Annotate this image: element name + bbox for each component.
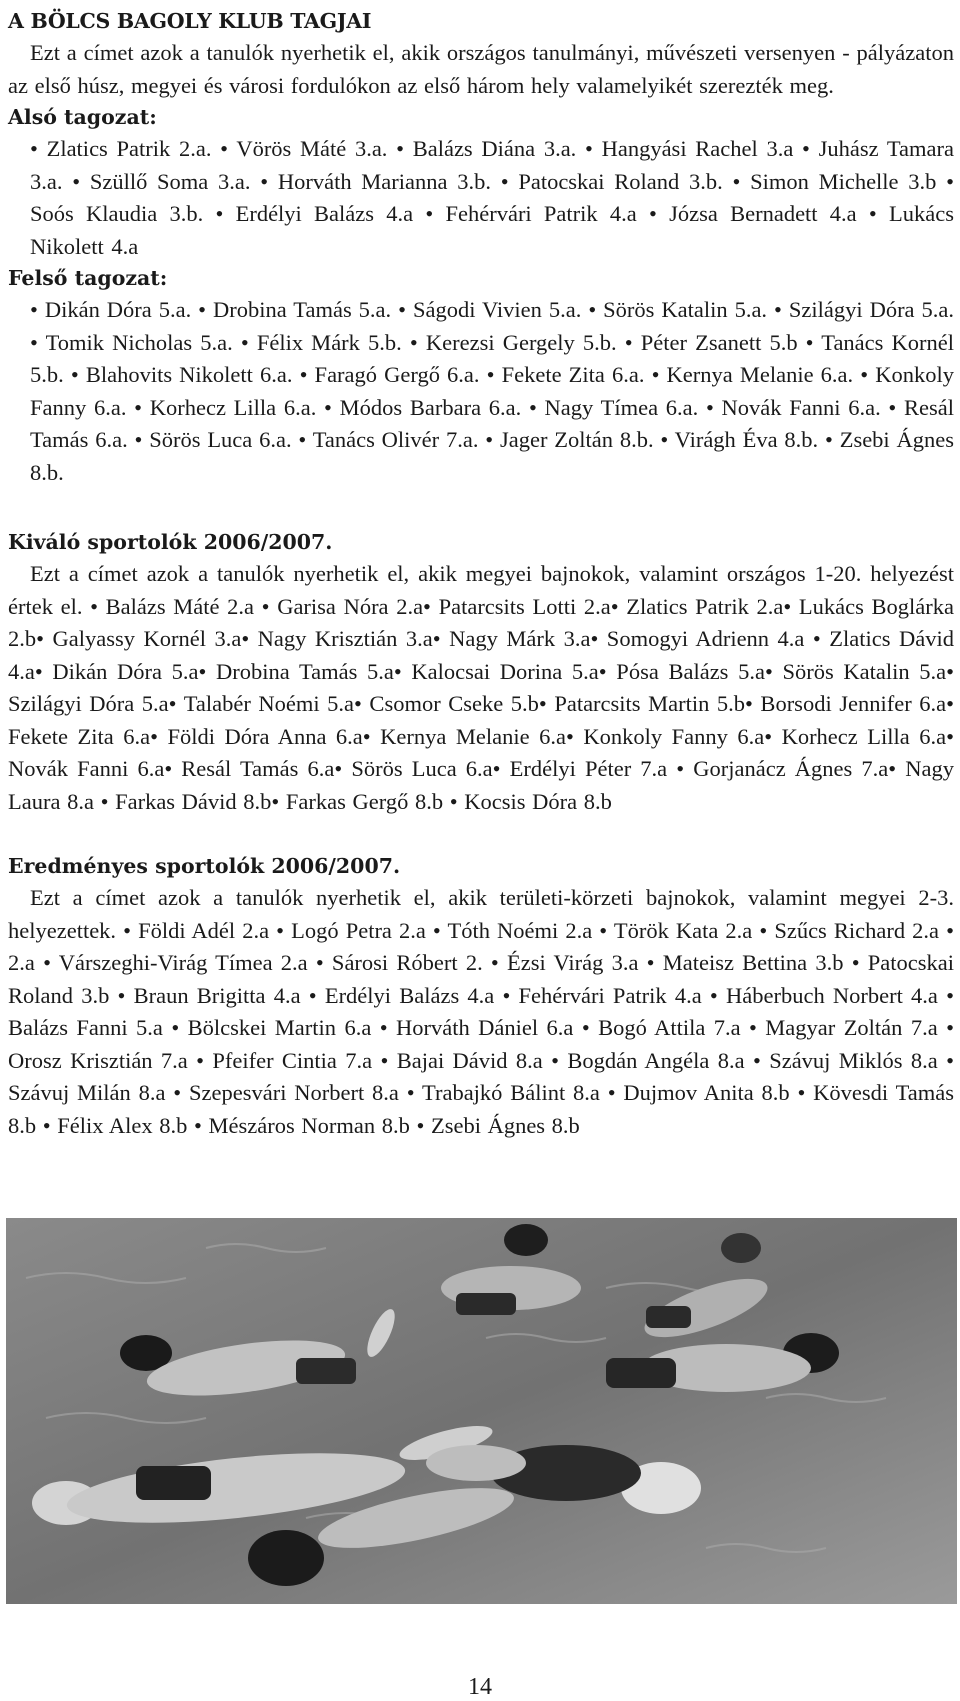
club-intro: Ezt a címet azok a tanulók nyerhetik el, akik országos tanulmányi, művészeti versenyen - pályázaton az első húsz, megyei és városi fordulókon az első három hely valamelyikét szerezték meg. <box>8 40 954 98</box>
section-spacer <box>8 818 954 851</box>
lower-grade-heading: Alsó tagozat: <box>8 105 157 129</box>
document-page <box>8 6 954 1142</box>
swimming-pool-photo <box>6 1218 957 1604</box>
section-spacer <box>8 489 954 527</box>
upper-grade-members: • Dikán Dóra 5.a. • Drobina Tamás 5.a. • Ságodi Vivien 5.a. • Sörös Katalin 5.a. • Szilágyi Dóra 5.a. • Tomik Nicholas 5.a. • Félix Márk 5.b. • Kerezsi Gergely 5.b. • Péter Zsanett 5.b • Tanács Kornél 5.b. • Blahovits Nikolett 6.a. • Faragó Gergő 6.a. • Fekete Zita 6.a. • Kernya Melanie 6.a. • Konkoly Fanny 6.a. • Korhecz Lilla 6.a. • Módos Barbara 6.a. • Nagy Tímea 6.a. • Novák Fanni 6.a. • Resál Tamás 6.a. • Sörös Luca 6.a. • Tanács Olivér 7.a. • Jager Zoltán 8.b. • Virágh Éva 8.b. • Zsebi Ágnes 8.b. <box>30 297 954 485</box>
club-title: A BÖLCS BAGOLY KLUB TAGJAI <box>8 9 372 33</box>
excellent-athletes-text: Ezt a címet azok a tanulók nyerhetik el, akik megyei bajnokok, valamint országos 1-20. helyezést értek el. • Balázs Máté 2.a • Garisa Nóra 2.a• Patarcsits Lotti 2.a• Zlatics Patrik 2.a• Lukács Boglárka 2.b• Galyassy Kornél 3.a• Nagy Krisztián 3.a• Nagy Márk 3.a• Somogyi Adrienn 4.a • Zlatics Dávid 4.a• Dikán Dóra 5.a• Drobina Tamás 5.a• Kalocsai Dorina 5.a• Pósa Balázs 5.a• Sörös Katalin 5.a• Szilágyi Dóra 5.a• Talabér Noémi 5.a• Csomor Cseke 5.b• Patarcsits Martin 5.b• Borsodi Jennifer 6.a• Fekete Zita 6.a• Földi Dóra Anna 6.a• Kernya Melanie 6.a• Konkoly Fanny 6.a• Korhecz Lilla 6.a• Novák Fanni 6.a• Resál Tamás 6.a• Sörös Luca 6.a• Erdélyi Péter 7.a • Gorjanácz Ágnes 7.a• Nagy Laura 8.a • Farkas Dávid 8.b• Farkas Gergő 8.b • Kocsis Dóra 8.b <box>8 561 954 814</box>
page-number: 14 <box>468 1674 492 1700</box>
successful-athletes-title: Eredményes sportolók 2006/2007. <box>8 854 401 878</box>
swimmers-illustration <box>6 1218 957 1604</box>
excellent-athletes-title: Kiváló sportolók 2006/2007. <box>8 530 333 554</box>
successful-athletes-text: Ezt a címet azok a tanulók nyerhetik el, akik területi-körzeti bajnokok, valamint megyei 2-3. helyezettek. • Földi Adél 2.a • Logó Petra 2.a • Tóth Noémi 2.a • Török Kata 2.a • Szűcs Richard 2.a • 2.a • Várszeghi-Virág Tímea 2.a • Sárosi Róbert 2. • Ézsi Virág 3.a • Mateisz Bettina 3.b • Patocskai Roland 3.b • Braun Brigitta 4.a • Erdélyi Balázs 4.a • Fehérvári Patrik 4.a • Háberbuch Norbert 4.a • Balázs Fanni 5.a • Bölcskei Martin 6.a • Horváth Dániel 6.a • Bogó Attila 7.a • Magyar Zoltán 7.a • Orosz Krisztián 7.a • Pfeifer Cintia 7.a • Bajai Dávid 8.a • Bogdán Angéla 8.a • Szávuj Miklós 8.a • Szávuj Milán 8.a • Szepesvári Norbert 8.a • Trabajkó Bálint 8.a • Dujmov Anita 8.b • Kövesdi Tamás 8.b • Félix Alex 8.b • Mészáros Norman 8.b • Zsebi Ágnes 8.b <box>8 885 954 1138</box>
lower-grade-members: • Zlatics Patrik 2.a. • Vörös Máté 3.a. • Balázs Diána 3.a. • Hangyási Rachel 3.a • Juhász Tamara 3.a. • Szüllő Soma 3.a. • Horváth Marianna 3.b. • Patocskai Roland 3.b. • Simon Michelle 3.b • Soós Klaudia 3.b. • Erdélyi Balázs 4.a • Fehérvári Patrik 4.a • Józsa Bernadett 4.a • Lukács Nikolett 4.a <box>30 136 954 259</box>
upper-grade-heading: Felső tagozat: <box>8 266 168 290</box>
